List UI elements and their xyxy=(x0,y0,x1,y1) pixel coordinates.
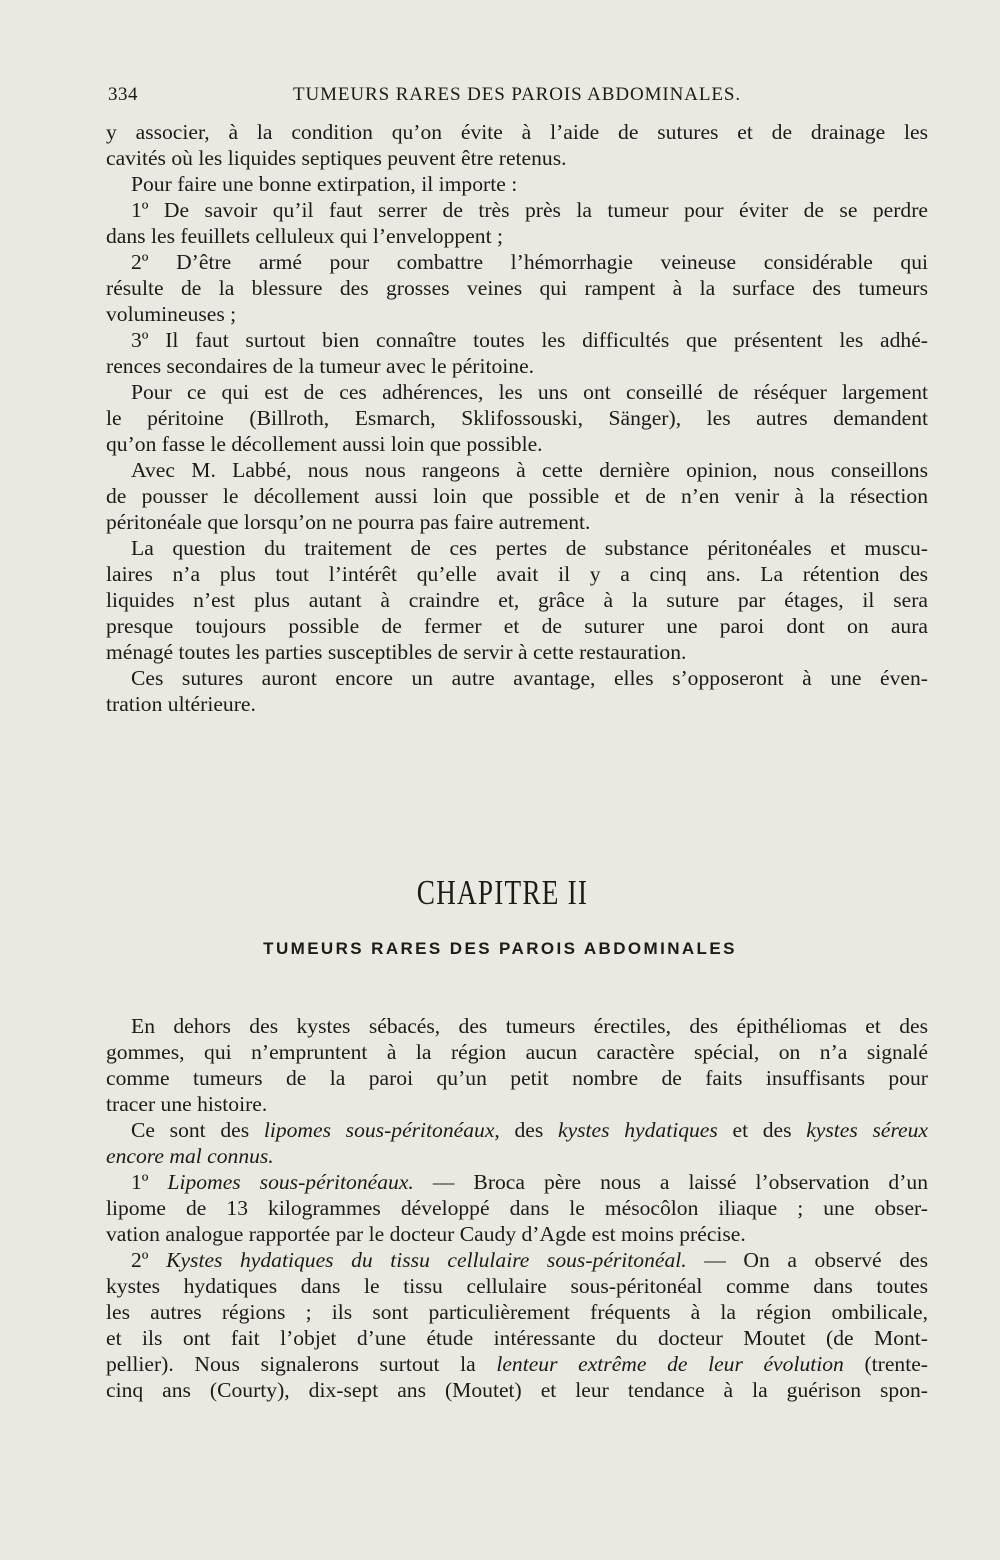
text-run: (trente- xyxy=(843,1352,928,1376)
text-line: de pousser le décollement aussi loin que possible et de n’en venir à la résection xyxy=(106,484,928,508)
text-line: lipome de 13 kilogrammes développé dans le mésocôlon iliaque ; une obser- xyxy=(106,1196,928,1220)
text-line: La question du traitement de ces pertes de substance péritonéales et muscu- xyxy=(131,536,928,560)
text-line: comme tumeurs de la paroi qu’un petit nombre de faits insuffisants pour xyxy=(106,1066,928,1090)
text-line: Ces sutures auront encore un autre avantage, elles s’opposeront à une éven- xyxy=(131,666,928,690)
text-run: — Broca père nous a laissé l’observation d’un xyxy=(413,1170,928,1194)
italic-run: lenteur extrême de leur évolution xyxy=(496,1352,844,1376)
top-text-block xyxy=(106,119,928,717)
text-line: y associer, à la condition qu’on évite à l’aide de sutures et de drainage les xyxy=(106,120,928,144)
italic-run: kystes hydatiques xyxy=(557,1118,718,1142)
text-line xyxy=(106,1169,928,1195)
text-line: ménagé toutes les parties susceptibles de servir à cette restauration. xyxy=(106,640,687,664)
italic-run: kystes séreux xyxy=(806,1118,929,1142)
text-line: tracer une histoire. xyxy=(106,1092,268,1116)
text-line xyxy=(106,1143,928,1169)
text-line: qu’on fasse le décollement aussi loin que possible. xyxy=(106,432,543,456)
text-line: résulte de la blessure des grosses veines qui rampent à la surface des tumeurs xyxy=(106,276,928,300)
text-run: et des xyxy=(717,1118,807,1142)
bottom-text-block xyxy=(106,1013,928,1403)
italic-run: Kystes hydatiques du tissu cellulaire sous-péritonéal. xyxy=(166,1248,687,1272)
text-line xyxy=(106,1117,928,1143)
text-line: 2º D’être armé pour combattre l’hémorrhagie veineuse considérable qui xyxy=(131,250,928,274)
text-line: et ils ont fait l’objet d’une étude intéressante du docteur Moutet (de Mont- xyxy=(106,1326,928,1350)
italic-run: lipomes sous-péritonéaux xyxy=(263,1118,495,1142)
text-line: cinq ans (Courty), dix-sept ans (Moutet) et leur tendance à la guérison spon- xyxy=(106,1378,928,1402)
running-head: TUMEURS RARES DES PAROIS ABDOMINALES. xyxy=(292,84,742,105)
text-line: vation analogue rapportée par le docteur Caudy d’Agde est moins précise. xyxy=(106,1222,746,1246)
text-run: 2º xyxy=(131,1248,167,1272)
text-run: 1º xyxy=(131,1170,168,1194)
italic-run: Lipomes sous-péritonéaux. xyxy=(167,1170,414,1194)
text-line: gommes, qui n’empruntent à la région aucun caractère spécial, on n’a signalé xyxy=(106,1040,928,1064)
chapter-subtitle: TUMEURS RARES DES PAROIS ABDOMINALES xyxy=(263,939,737,958)
text-run: pellier). Nous signalerons surtout la xyxy=(106,1352,497,1376)
text-line: Avec M. Labbé, nous nous rangeons à cette dernière opinion, nous conseillons xyxy=(131,458,928,482)
text-line xyxy=(106,1247,928,1273)
text-line: les autres régions ; ils sont particulièrement fréquents à la région ombilicale, xyxy=(106,1300,928,1324)
text-line: 1º De savoir qu’il faut serrer de très près la tumeur pour éviter de se perdre xyxy=(131,198,928,222)
text-run: — On a observé des xyxy=(686,1248,928,1272)
text-line: péritonéale que lorsqu’on ne pourra pas faire autrement. xyxy=(106,510,591,534)
text-line: dans les feuillets celluleux qui l’enveloppent ; xyxy=(106,224,503,248)
page-header xyxy=(108,84,926,110)
text-line: rences secondaires de la tumeur avec le péritoine. xyxy=(106,354,535,378)
text-line: En dehors des kystes sébacés, des tumeurs érectiles, des épithéliomas et des xyxy=(131,1014,928,1038)
text-line: Pour faire une bonne extirpation, il importe : xyxy=(131,172,518,196)
text-line: volumineuses ; xyxy=(106,302,237,326)
italic-run: encore mal connus. xyxy=(106,1144,274,1168)
text-line: tration ultérieure. xyxy=(106,692,256,716)
text-line: laires n’a plus tout l’intérêt qu’elle avait il y a cinq ans. La rétention des xyxy=(106,562,928,586)
text-line: 3º Il faut surtout bien connaître toutes les difficultés que présentent les adhé- xyxy=(131,328,928,352)
text-line: presque toujours possible de fermer et de suturer une paroi dont on aura xyxy=(106,614,928,638)
text-line: le péritoine (Billroth, Esmarch, Sklifossouski, Sänger), les autres demandent xyxy=(106,406,928,430)
text-run: , des xyxy=(494,1118,558,1142)
text-line: Pour ce qui est de ces adhérences, les uns ont conseillé de réséquer largement xyxy=(131,380,928,404)
chapter-title: CHAPITRE II xyxy=(416,873,589,912)
page-number: 334 xyxy=(108,84,138,105)
text-line: kystes hydatiques dans le tissu cellulaire sous-péritonéal comme dans toutes xyxy=(106,1274,928,1298)
text-run: Ce sont des xyxy=(131,1118,264,1142)
text-line xyxy=(106,1351,928,1377)
text-line: cavités où les liquides septiques peuvent être retenus. xyxy=(106,146,567,170)
text-line: liquides n’est plus autant à craindre et, grâce à la suture par étages, il sera xyxy=(106,588,928,612)
